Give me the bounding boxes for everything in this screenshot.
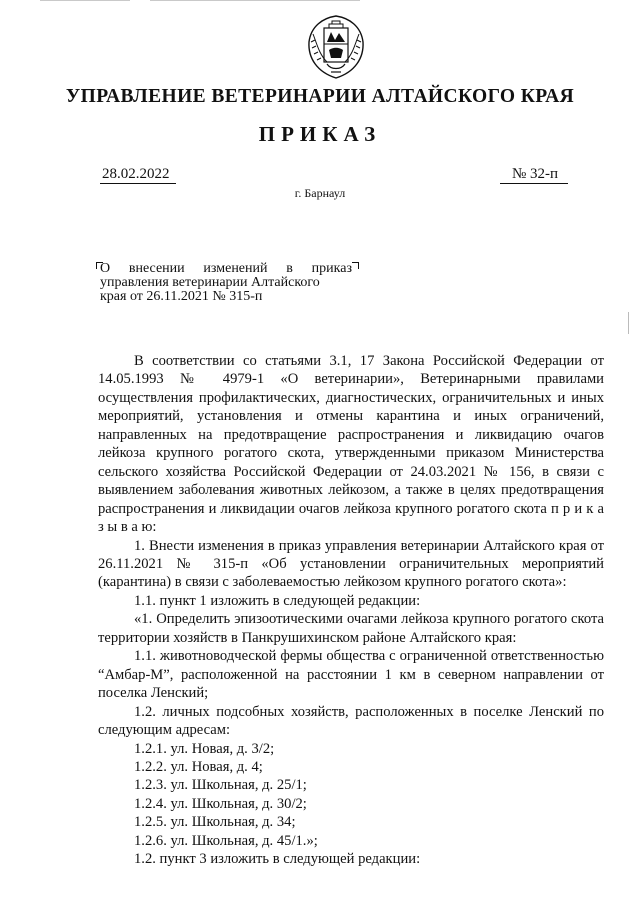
order-subject bbox=[100, 262, 352, 304]
issue-city: г. Барнаул bbox=[294, 186, 346, 200]
subject-line: управления ветеринарии Алтайского bbox=[100, 275, 320, 290]
order-date: 28.02.2022 bbox=[100, 166, 176, 184]
address-item: 1.2.3. ул. Школьная, д. 25/1; bbox=[134, 777, 307, 794]
address-item: 1.2.6. ул. Школьная, д. 45/1.»; bbox=[134, 832, 318, 849]
coat-of-arms-icon bbox=[305, 14, 367, 80]
agency-title: УПРАВЛЕНИЕ ВЕТЕРИНАРИИ АЛТАЙСКОГО КРАЯ bbox=[65, 86, 575, 107]
clause-paragraph: 1.2. личных подсобных хозяйств, расположенных в поселке Ленский по следующим адресам: bbox=[98, 703, 604, 739]
subject-line: края от 26.11.2021 № 315-п bbox=[100, 289, 263, 304]
document-type: ПРИКАЗ bbox=[258, 122, 382, 146]
clause-paragraph: 1.2. пункт 3 изложить в следующей редакции: bbox=[134, 851, 421, 868]
scan-artifact bbox=[40, 0, 130, 1]
preamble-paragraph: В соответствии со статьями 3.1, 17 Закона Российской Федерации от 14.05.1993 № 4979-1 «О ветеринарии», Ветеринарными правилами осуществления профилактических, диагностических, ограничительных и иных мероприятий, установления и отмены карантина и иных ограничений, направленных на предотвращение распространения и ликвидацию очагов лейкоза крупного рогатого скота, утвержденными приказом Министерства сельского хозяйства Российской Федерации от 24.03.2021 № 156, в связи с выявлением заболевания животных лейкозом, а также в целях предотвращения распространения и ликвидации очагов лейкоза крупного рогатого скота п р и к а з ы в а ю: bbox=[98, 353, 604, 536]
clause-paragraph: 1.1. пункт 1 изложить в следующей редакции: bbox=[134, 592, 421, 609]
scan-artifact bbox=[628, 312, 629, 334]
order-number: № 32-п bbox=[500, 166, 568, 184]
address-item: 1.2.2. ул. Новая, д. 4; bbox=[134, 758, 263, 775]
address-item: 1.2.1. ул. Новая, д. 3/2; bbox=[134, 740, 275, 757]
clause-paragraph: 1. Внести изменения в приказ управления ветеринарии Алтайского края от 26.11.2021 № 315-п «Об установлении ограничительных мероприятий (карантина) в связи с заболеваемостью лейкозом крупного рогатого скота»: bbox=[98, 537, 604, 591]
clause-paragraph: «1. Определить эпизоотическими очагами лейкоза крупного рогатого скота территории хозяйств в Панкрушихинском районе Алтайского края: bbox=[98, 611, 604, 646]
subject-bracket-right bbox=[352, 262, 359, 269]
address-item: 1.2.4. ул. Школьная, д. 30/2; bbox=[134, 795, 307, 812]
address-item: 1.2.5. ул. Школьная, д. 34; bbox=[134, 814, 296, 831]
clause-paragraph: 1.1. животноводческой фермы общества с ограниченной ответственностью “Амбар-М”, расположенной на расстоянии 1 км в северном направлении от поселка Ленский; bbox=[98, 648, 604, 702]
scan-artifact bbox=[150, 0, 360, 1]
subject-line: О внесении изменений в приказ bbox=[100, 261, 352, 276]
order-body bbox=[98, 352, 604, 869]
